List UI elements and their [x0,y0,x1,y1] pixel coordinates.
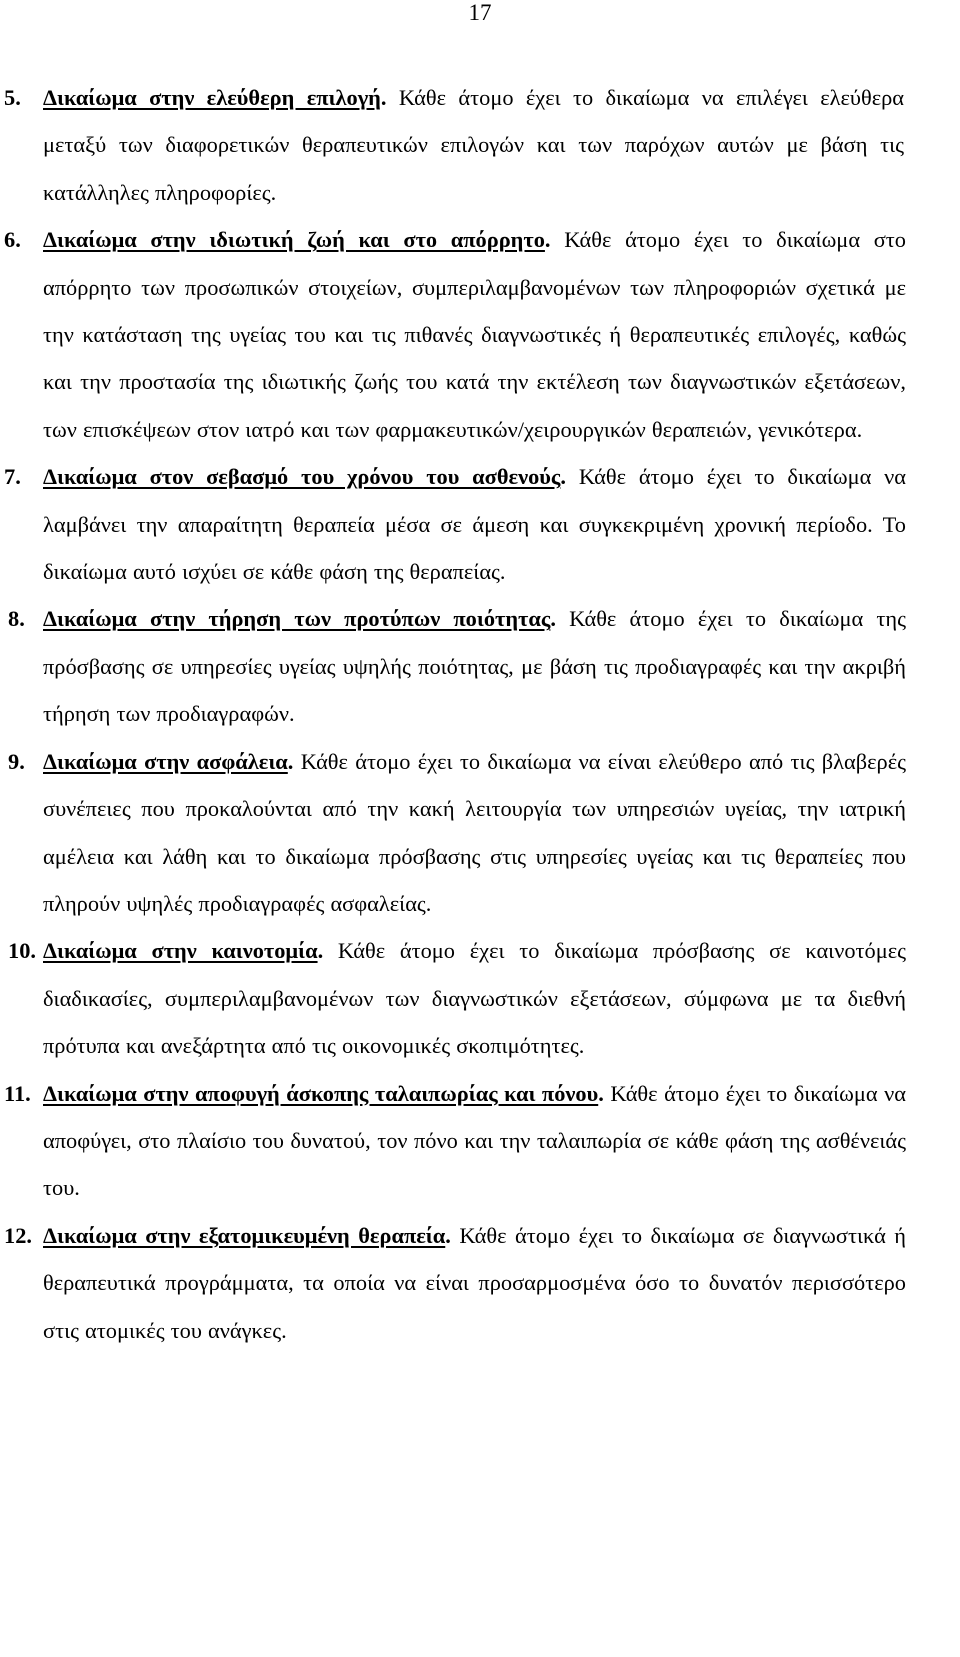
item-number: 7. [4,464,21,490]
item-title [43,749,293,774]
page-number: 17 [468,0,492,25]
list-item [0,1212,960,1354]
list-item [0,927,960,1069]
item-title-text: Δικαίωμα στην εξατομικευμένη θεραπεία [43,1222,446,1248]
item-number: 10. [8,938,36,964]
item-body: Κάθε άτομο έχει το δικαίωμα πρόσβασης σε καινοτόμες διαδικασίες, συμπεριλαμβανομένων των διαγνωστικών εξετάσεων, σύμφωνα με τα διεθνή πρότυπα και ανεξάρτητα από τις οικονομικές σκοπιμότητες. [43,938,906,1059]
item-body: Κάθε άτομο έχει το δικαίωμα της πρόσβασης σε υπηρεσίες υγείας υψηλής ποιότητας, με βάση τις προδιαγραφές και την ακριβή τήρηση των προδιαγραφών. [43,606,906,727]
item-body: Κάθε άτομο έχει το δικαίωμα να λαμβάνει την απαραίτητη θεραπεία μέσα σε άμεση και συγκεκριμένη χρονική περίοδο. Το δικαίωμα αυτό ισχύει σε κάθε φάση της θεραπείας. [43,464,906,585]
item-title-text: Δικαίωμα στην ιδιωτική ζωή και στο απόρρητο [43,227,545,253]
item-title-text: Δικαίωμα στην αποφυγή άσκοπης ταλαιπωρίας και πόνου [43,1080,599,1106]
item-title-end: . [544,227,551,253]
item-body: Κάθε άτομο έχει το δικαίωμα να αποφύγει, στο πλαίσιο του δυνατού, τον πόνο και την ταλαιπωρία σε κάθε φάση της ασθένειάς του. [43,1080,906,1201]
item-title-text: Δικαίωμα στον σεβασμό του χρόνου του ασθενούς [43,464,561,490]
item-title [43,1223,451,1248]
item-body: Κάθε άτομο έχει το δικαίωμα στο απόρρητο των προσωπικών στοιχείων, συμπεριλαμβανομένων των πληροφοριών σχετικά με την κατάσταση της υγείας του και τις πιθανές διαγνωστικές ή θεραπευτικές επιλογές, καθώς και την προστασία της ιδιωτικής ζωής του κατά την εκτέλεση των διαγνωστικών εξετάσεων, των επισκέψεων στον ιατρό και των φαρμακευτικών/χειρουργικών θεραπειών, γενικότερα. [43,227,906,442]
item-body: Κάθε άτομο έχει το δικαίωμα σε διαγνωστικά ή θεραπευτικά προγράμματα, τα οποία να είναι προσαρμοσμένα όσο το δυνατόν περισσότερο στις ατομικές του ανάγκες. [43,1222,906,1343]
item-number: 8. [8,606,25,632]
item-title-end: . [445,1222,451,1248]
list-item [0,453,960,595]
item-number: 12. [4,1222,32,1248]
list-item [0,738,960,928]
item-title [43,606,556,631]
item-title-text: Δικαίωμα στην τήρηση των προτύπων ποιότητας [43,606,551,632]
item-title-text: Δικαίωμα στην ελεύθερη επιλογή [43,85,381,110]
item-title-end: . [598,1080,604,1106]
item-title [43,464,566,489]
item-title [43,85,387,110]
item-title [43,1081,604,1106]
item-number: 5. [4,85,21,110]
list-item [0,595,960,737]
item-body: Κάθε άτομο έχει το δικαίωμα να επιλέγει ελεύθερα μεταξύ των διαφορετικών θεραπευτικών επιλογών και των παρόχων αυτών με βάση τις κατάλληλες πληροφορίες. [43,85,905,205]
item-title-text: Δικαίωμα στην καινοτομία [43,938,318,964]
item-title [43,938,323,963]
item-number: 9. [8,748,25,774]
item-title-text: Δικαίωμα στην ασφάλεια [43,748,288,774]
item-number: 11. [4,1080,31,1106]
rights-list [0,74,960,1354]
list-item [0,1070,960,1212]
list-item [0,216,960,453]
item-title-end: . [550,606,556,632]
item-number: 6. [4,227,21,253]
list-item [0,74,960,216]
item-title-end: . [560,464,566,490]
item-title [43,227,551,252]
item-title-end: . [317,938,324,964]
item-title-end: . [287,748,294,774]
item-title-end: . [380,85,387,110]
item-body: Κάθε άτομο έχει το δικαίωμα να είναι ελεύθερο από τις βλαβερές συνέπειες που προκαλούνται από την κακή λειτουργία των υπηρεσιών υγείας, την ιατρική αμέλεια και λάθη και το δικαίωμα πρόσβασης στις υπηρεσίες υγείας και τις θεραπείες που πληρούν υψηλές προδιαγραφές ασφαλείας. [43,748,906,916]
